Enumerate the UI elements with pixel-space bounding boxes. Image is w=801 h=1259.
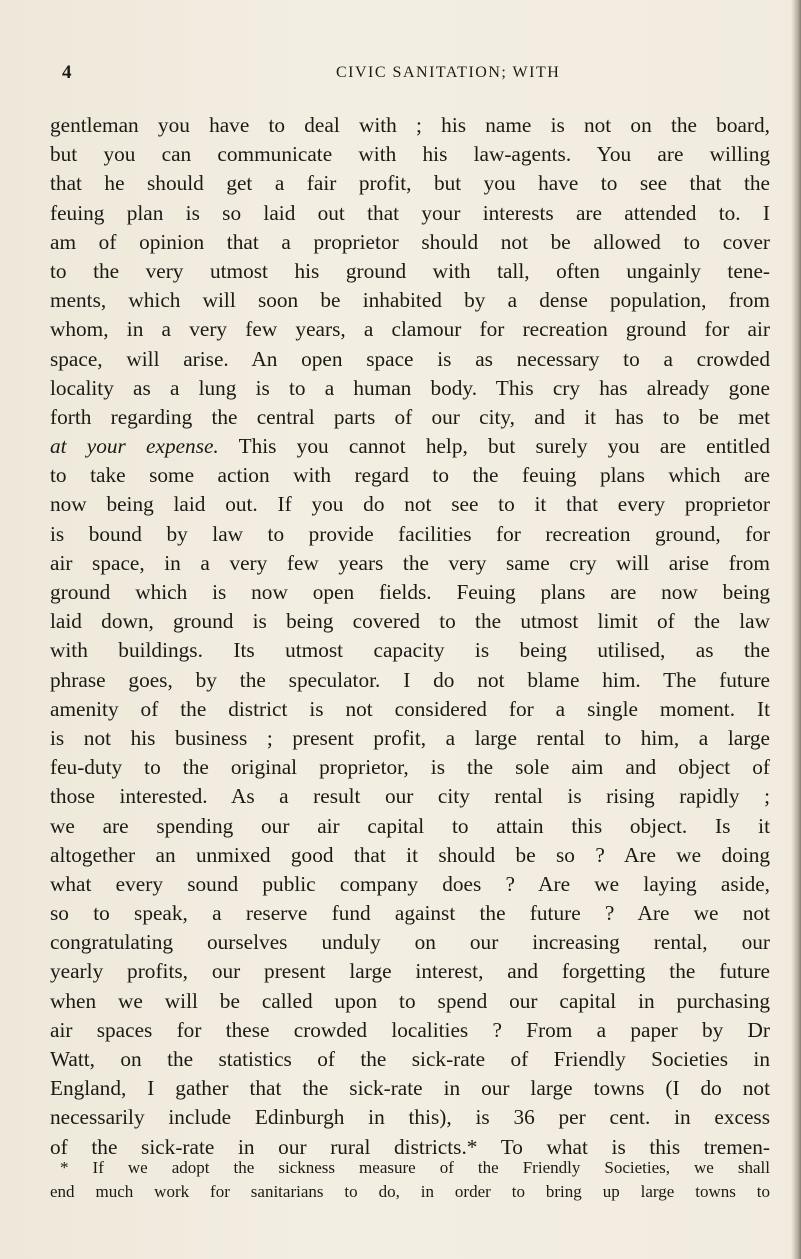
text-line: of the sick-rate in our rural districts.* To what is this tremen- (50, 1134, 770, 1159)
text-line: so to speak, a reserve fund against the future ? Are we not (50, 901, 770, 926)
body-text (50, 111, 770, 1162)
text-line: necessarily include Edinburgh in this), is 36 per cent. in excess (50, 1105, 770, 1130)
text-line: forth regarding the central parts of our city, and it has to be met (50, 404, 770, 429)
text-line: amenity of the district is not considered for a single moment. It (50, 696, 770, 721)
text-line: when we will be called upon to spend our capital in purchasing (50, 988, 770, 1013)
text-line: air space, in a very few years the very same cry will arise from (50, 550, 770, 575)
text-line: laid down, ground is being covered to the utmost limit of the law (50, 609, 770, 634)
text-line: Watt, on the statistics of the sick-rate of Friendly Societies in (50, 1047, 770, 1071)
text-line: but you can communicate with his law-agents. You are willing (50, 142, 770, 167)
text-line: altogether an unmixed good that it should be so ? Are we doing (50, 842, 770, 867)
text-line: is bound by law to provide facilities for recreation ground, for (50, 521, 770, 546)
footnote-line: end much work for sanitarians to do, in order to bring up large towns to (50, 1182, 770, 1201)
text-line-rest: This you cannot help, but surely you are entitled (218, 434, 770, 459)
text-line: with buildings. Its utmost capacity is being utilised, as the (50, 638, 770, 663)
text-line: feuing plan is so laid out that your interests are attended to. I (50, 200, 770, 225)
page-header (50, 62, 770, 86)
text-line: ments, which will soon be inhabited by a dense population, from (50, 288, 770, 313)
text-line: yearly profits, our present large interest, and forgetting the future (50, 959, 770, 984)
text-line: whom, in a very few years, a clamour for recreation ground for air (50, 317, 770, 342)
text-line: feu-duty to the original proprietor, is the sole aim and object of (50, 755, 770, 780)
text-line: congratulating ourselves unduly on our increasing rental, our (50, 930, 770, 955)
page-edge-shadow (791, 0, 801, 1259)
text-line: we are spending our air capital to attain this object. Is it (50, 813, 770, 838)
text-line: England, I gather that the sick-rate in our large towns (I do not (50, 1076, 770, 1101)
text-line: phrase goes, by the speculator. I do not blame him. The future (50, 667, 770, 692)
text-line: gentleman you have to deal with ; his name is not on the board, (50, 113, 770, 137)
footnote-line: * If we adopt the sickness measure of the Friendly Societies, we shall (60, 1158, 770, 1177)
text-line: am of opinion that a proprietor should not be allowed to cover (50, 229, 770, 254)
text-line: air spaces for these crowded localities ? From a paper by Dr (50, 1017, 770, 1042)
text-line: that he should get a fair profit, but you have to see that the (50, 171, 770, 196)
running-head: CIVIC SANITATION; WITH (336, 64, 561, 81)
page-number: 4 (62, 62, 72, 83)
text-line-with-italic (50, 432, 770, 461)
italic-phrase: at your expense. (50, 434, 219, 459)
text-line: to the very utmost his ground with tall, often ungainly tene- (50, 258, 770, 283)
text-line: space, will arise. An open space is as necessary to a crowded (50, 346, 770, 371)
text-line: what every sound public company does ? Are we laying aside, (50, 871, 770, 896)
text-line: now being laid out. If you do not see to it that every proprietor (50, 492, 770, 517)
text-line: is not his business ; present profit, a large rental to him, a large (50, 725, 770, 750)
text-line: to take some action with regard to the feuing plans which are (50, 463, 770, 488)
text-line: locality as a lung is to a human body. This cry has already gone (50, 375, 770, 400)
text-line: ground which is now open fields. Feuing plans are now being (50, 580, 770, 604)
text-line: those interested. As a result our city rental is rising rapidly ; (50, 784, 770, 809)
footnote (50, 1156, 770, 1204)
